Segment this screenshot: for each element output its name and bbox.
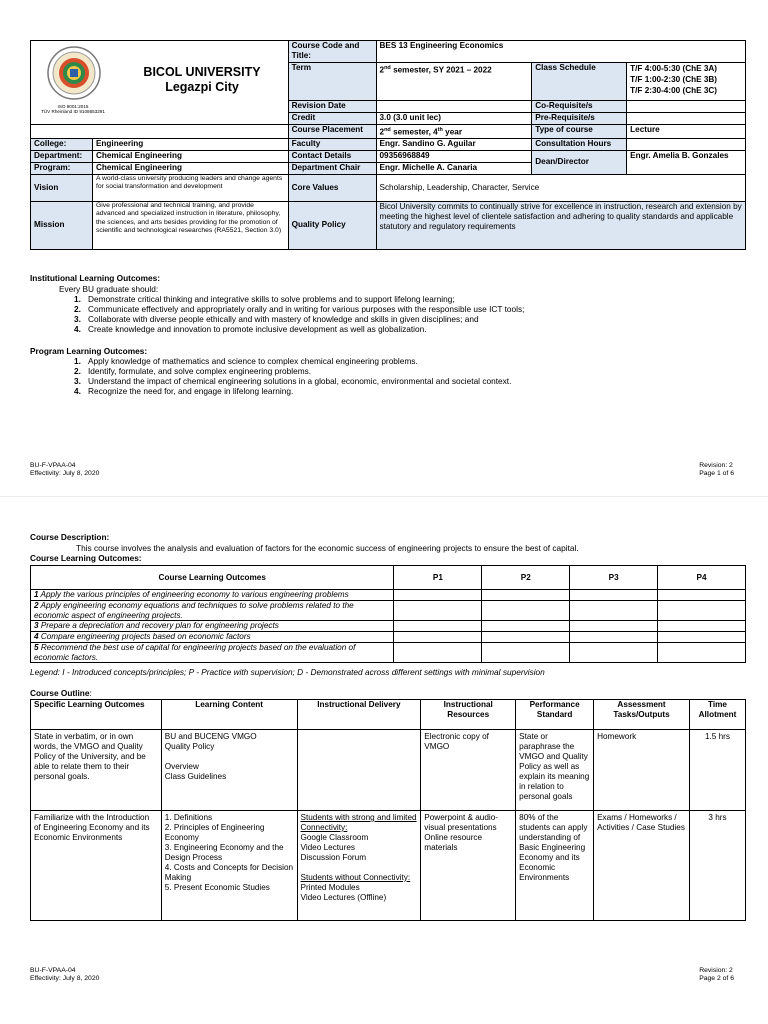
table-row (31, 811, 746, 921)
type-label: Type of course (532, 125, 627, 139)
assessment-cell: Exams / Homeworks / Activities / Case Studies (594, 811, 690, 921)
ilo-item: 1. Demonstrate critical thinking and integrative skills to solve problems and to support lifelong learning; (74, 294, 455, 304)
university-campus: Legazpi City (165, 80, 239, 94)
effectivity-date: Effectivity: July 8, 2020 (30, 470, 100, 477)
university-name-block (127, 65, 277, 95)
placement-value (376, 125, 532, 139)
clo-row-text: 4 Compare engineering projects based on economic factors (31, 632, 394, 643)
faculty-value: Engr. Sandino G. Aguilar (376, 138, 532, 150)
outline-header-assessment: Assessment Tasks/Outputs (594, 700, 690, 730)
outline-title-text: Course Outline (30, 688, 90, 698)
plo-item: 2. Identify, formulate, and solve complex engineering problems. (74, 366, 312, 376)
schedule-item: T/F 2:30-4:00 (ChE 3C) (630, 86, 718, 95)
mission-value: Give professional and technical training, and provide advanced and specialized instruction in literature, philosophy, the sciences, and arts besides providing for the promotion of scientific and technological researches (RA5521, Section 3.0) (92, 201, 288, 249)
course-outline-title (30, 688, 92, 698)
clo-header-p3: P3 (570, 566, 658, 590)
prerequisite-value (627, 113, 746, 125)
college-value: Engineering (92, 138, 288, 150)
ilo-item: 3. Collaborate with diverse people ethically and with mastery of knowledge and skills in given disciplines; and (74, 314, 479, 324)
page1-footer-right (699, 462, 734, 478)
program-value: Chemical Engineering (92, 162, 288, 174)
placement-label: Course Placement (288, 125, 376, 139)
clo-row-text: 3 Prepare a depreciation and recovery plan for engineering projects (31, 621, 394, 632)
university-logo (41, 45, 105, 115)
core-values-value: Scholarship, Leadership, Character, Service (376, 174, 746, 201)
plo-title: Program Learning Outcomes: (30, 346, 148, 356)
course-description-title: Course Description: (30, 532, 110, 542)
content-cell: BU and BUCENG VMGO Quality Policy Overview Class Guidelines (161, 730, 297, 811)
course-outline-table (30, 699, 746, 921)
vision-label: Vision (31, 174, 93, 201)
time-cell: 1.5 hrs (689, 730, 745, 811)
outline-title-suffix: : (89, 688, 92, 698)
page2-footer-right (699, 967, 734, 983)
iso-certifier: TÜV Rheinland ID 9108653291 (41, 109, 105, 115)
clo-header-p4: P4 (658, 566, 746, 590)
contact-label: Contact Details (288, 150, 376, 162)
type-value: Lecture (627, 125, 746, 139)
page-number: Page 2 of 6 (699, 975, 734, 982)
page1-footer-left (30, 462, 99, 478)
standard-cell: State or paraphrase the VMGO and Quality Policy as well as explain its meaning in relation to personal goals (516, 730, 594, 811)
outline-header-resources: Instructional Resources (421, 700, 516, 730)
table-row (31, 590, 746, 601)
corequisite-label: Co-Requisite/s (532, 101, 627, 113)
dean-label: Dean/Director (532, 150, 627, 174)
term-value-post: semester, SY 2021 – 2022 (390, 65, 492, 75)
quality-policy-value: Bicol University commits to continually strive for excellence in instruction, research and extension by meeting the highest level of clientele satisfaction and adhering to quality standards and applicable statutory and regulatory requirements (376, 201, 746, 249)
plo-item: 1. Apply knowledge of mathematics and science to complex chemical engineering problems. (74, 356, 418, 366)
content-cell: 1. Definitions 2. Principles of Engineering Economy 3. Engineering Economy and the Design Process 4. Costs and Concepts for Decision Making 5. Present Economic Studies (161, 811, 297, 921)
contact-value: 09356968849 (376, 150, 532, 162)
outline-header-time: Time Allotment (689, 700, 745, 730)
page-separator (0, 496, 768, 497)
table-row (31, 643, 746, 663)
corequisite-value (627, 101, 746, 113)
department-value: Chemical Engineering (92, 150, 288, 162)
slo-cell: Familiarize with the Introduction of Engineering Economy and its Economic Environments (31, 811, 162, 921)
placement-sup2: th (437, 127, 443, 133)
mission-label: Mission (31, 201, 93, 249)
assessment-cell: Homework (594, 730, 690, 811)
form-code: BU-F-VPAA-04 (30, 967, 76, 974)
course-code-value: BES 13 Engineering Economics (376, 41, 746, 63)
term-label: Term (288, 63, 376, 101)
placement-sup1: nd (384, 127, 391, 133)
delivery-without-label: Students without Connectivity: (300, 873, 411, 882)
term-value-sup: nd (384, 65, 391, 71)
revision-date-value (376, 101, 532, 113)
clo-header: Course Learning Outcomes (31, 566, 394, 590)
core-values-label: Core Values (288, 174, 376, 201)
clo-header-p2: P2 (482, 566, 570, 590)
credit-label: Credit (288, 113, 376, 125)
slo-cell: State in verbatim, or in own words, the VMGO and Quality Policy of the University, and be able to relate them to their personal goals. (31, 730, 162, 811)
delivery-cell (297, 730, 421, 811)
clo-row-text: 1 Apply the various principles of engineering economy to various engineering problems (31, 590, 394, 601)
delivery-strong-label: Students with strong and limited Connectivity: (300, 813, 417, 832)
resources-cell: Powerpoint & audio-visual presentations Online resource materials (421, 811, 516, 921)
course-code-label: Course Code and Title: (288, 41, 376, 63)
ilo-title: Institutional Learning Outcomes: (30, 273, 160, 283)
university-header-cell (31, 41, 289, 125)
form-code: BU-F-VPAA-04 (30, 462, 76, 469)
class-schedule-value (627, 63, 746, 101)
table-row (31, 601, 746, 621)
clo-table (30, 565, 746, 663)
page-number: Page 1 of 6 (699, 470, 734, 477)
table-row (31, 621, 746, 632)
course-description-text: This course involves the analysis and evaluation of factors for the economic success of engineering projects to ensure the best of capital. (76, 543, 579, 553)
delivery-cell: Students with strong and limited Connectivity: Google Classroom Video Lectures Discussion Forum Students without Connectivity: Printed Modules Video Lectures (Offline) (297, 811, 421, 921)
clo-title: Course Learning Outcomes: (30, 553, 142, 563)
schedule-item: T/F 1:00-2:30 (ChE 3B) (630, 75, 718, 84)
department-label: Department: (31, 150, 93, 162)
consultation-value (627, 138, 746, 150)
course-info-table (30, 40, 746, 250)
clo-row-text: 2 Apply engineering economy equations and techniques to solve problems related to the economic aspect of engineering projects. (31, 601, 394, 621)
ilo-intro: Every BU graduate should: (59, 284, 159, 294)
plo-item: 4. Recognize the need for, and engage in lifelong learning. (74, 386, 294, 396)
class-schedule-label: Class Schedule (532, 63, 627, 101)
chair-value: Engr. Michelle A. Canaria (376, 162, 532, 174)
consultation-label: Consultation Hours (532, 138, 627, 150)
revision-number: Revision: 2 (699, 967, 733, 974)
prerequisite-label: Pre-Requisite/s (532, 113, 627, 125)
outline-header-delivery: Instructional Delivery (297, 700, 421, 730)
plo-list (74, 356, 744, 396)
blank-cell (31, 125, 289, 139)
faculty-label: Faculty (288, 138, 376, 150)
ilo-item: 2. Communicate effectively and appropriately orally and in writing for various purposes with the responsible use ICT tools; (74, 304, 525, 314)
chair-label: Department Chair (288, 162, 376, 174)
table-row (31, 730, 746, 811)
outline-header-slo: Specific Learning Outcomes (31, 700, 162, 730)
clo-legend: Legend: I - Introduced concepts/principles; P - Practice with supervision; D - Demonstrated across different settings with minimal supervision (30, 667, 545, 677)
program-label: Program: (31, 162, 93, 174)
quality-policy-label: Quality Policy (288, 201, 376, 249)
ilo-item: 4. Create knowledge and innovation to promote inclusive development as well as globalization. (74, 324, 427, 334)
page2-footer-left (30, 967, 99, 983)
credit-value: 3.0 (3.0 unit lec) (376, 113, 532, 125)
resources-cell: Electronic copy of VMGO (421, 730, 516, 811)
plo-item: 3. Understand the impact of chemical engineering solutions in a global, economic, environmental and societal context. (74, 376, 512, 386)
table-row (31, 632, 746, 643)
clo-header-p1: P1 (394, 566, 482, 590)
outline-header-standard: Performance Standard (516, 700, 594, 730)
schedule-item: T/F 4:00-5:30 (ChE 3A) (630, 64, 718, 73)
term-value (376, 63, 532, 101)
standard-cell: 80% of the students can apply understanding of Basic Engineering Economy and its Economic Environments (516, 811, 594, 921)
dean-value: Engr. Amelia B. Gonzales (627, 150, 746, 174)
iso-certification: ISO 9001:2015 (57, 104, 89, 109)
college-label: College: (31, 138, 93, 150)
time-cell: 3 hrs (689, 811, 745, 921)
vision-value: A world-class university producing leaders and change agents for social transformation and development (92, 174, 288, 201)
outline-header-content: Learning Content (161, 700, 297, 730)
clo-row-text: 5 Recommend the best use of capital for engineering projects based on the evaluation of economic factors. (31, 643, 394, 663)
ilo-list (74, 294, 744, 334)
placement-pre: 2 (379, 127, 385, 137)
university-seal-icon (46, 45, 102, 101)
term-value-pre: 2 (379, 65, 385, 75)
revision-date-label: Revision Date (288, 101, 376, 113)
effectivity-date: Effectivity: July 8, 2020 (30, 975, 100, 982)
placement-post: year (442, 127, 463, 137)
university-name: BICOL UNIVERSITY (143, 65, 261, 79)
revision-number: Revision: 2 (699, 462, 733, 469)
placement-mid: semester, 4 (390, 127, 438, 137)
